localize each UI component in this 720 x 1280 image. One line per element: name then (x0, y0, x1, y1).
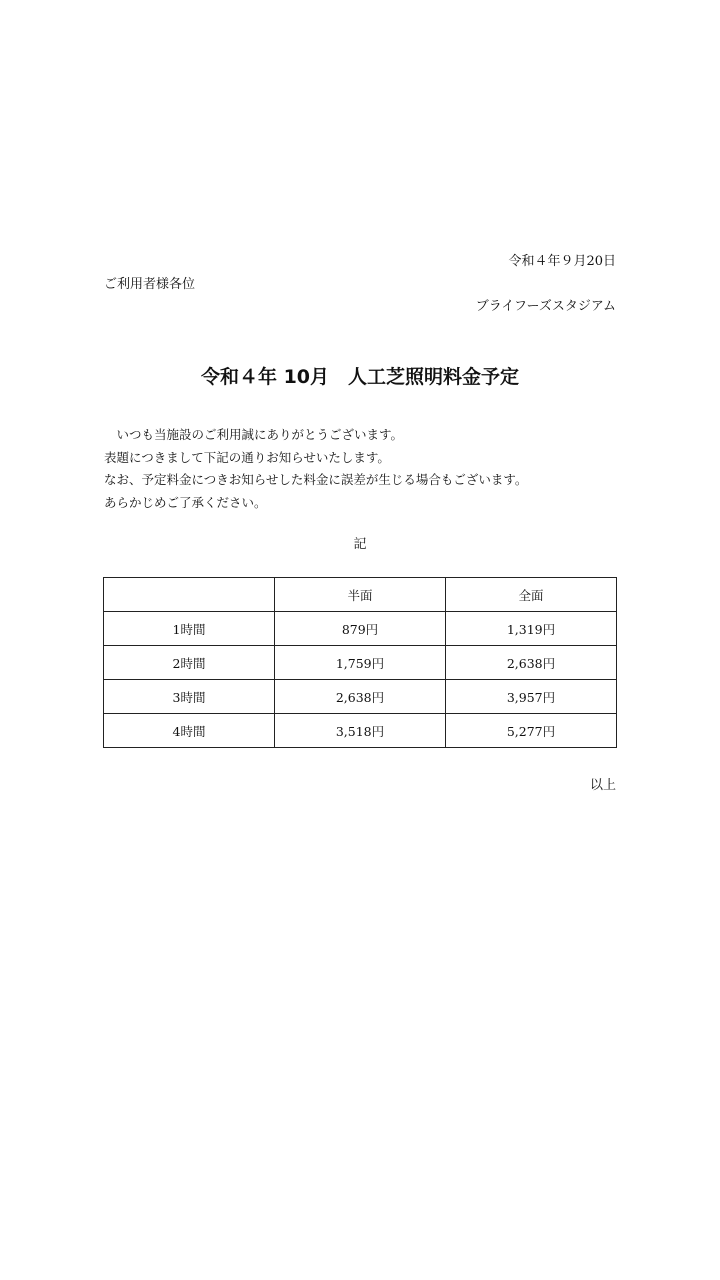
table-cell-full: 2,638円 (446, 646, 617, 680)
table-header-cell: 全面 (446, 578, 617, 612)
table-cell-half: 879円 (275, 612, 446, 646)
table-row (104, 714, 617, 748)
table-cell-full: 1,319円 (446, 612, 617, 646)
table-header-cell (104, 578, 275, 612)
document-title: 令和４年 10月 人工芝照明料金予定 (200, 366, 520, 388)
body-line: なお、予定料金につきお知らせした料金に誤差が生じる場合もございます。 (104, 472, 528, 487)
table-header-row (104, 578, 617, 612)
body-line: 表題につきまして下記の通りお知らせいたします。 (104, 449, 390, 465)
table-row (104, 646, 617, 680)
table-cell-full: 5,277円 (446, 714, 617, 748)
table-cell-half: 1,759円 (275, 646, 446, 680)
table-row (104, 612, 617, 646)
table-cell-duration: 2時間 (104, 646, 275, 680)
body-line: いつも当施設のご利用誠にありがとうございます。 (104, 427, 404, 442)
price-table (103, 577, 617, 748)
body-paragraph (104, 424, 527, 514)
table-header-cell: 半面 (275, 578, 446, 612)
table-row (104, 680, 617, 714)
sender-name: ブライフーズスタジアム (475, 299, 616, 314)
table-cell-half: 2,638円 (275, 680, 446, 714)
table-cell-duration: 3時間 (104, 680, 275, 714)
body-line: あらかじめご了承ください。 (104, 494, 267, 510)
recipient-line: ご利用者様各位 (104, 277, 196, 292)
table-cell-duration: 1時間 (104, 612, 275, 646)
note-label: 記 (353, 537, 367, 552)
table-cell-duration: 4時間 (104, 714, 275, 748)
table-cell-full: 3,957円 (446, 680, 617, 714)
document-date: 令和４年９月20日 (508, 254, 616, 269)
closing-text: 以上 (589, 778, 616, 793)
table-cell-half: 3,518円 (275, 714, 446, 748)
